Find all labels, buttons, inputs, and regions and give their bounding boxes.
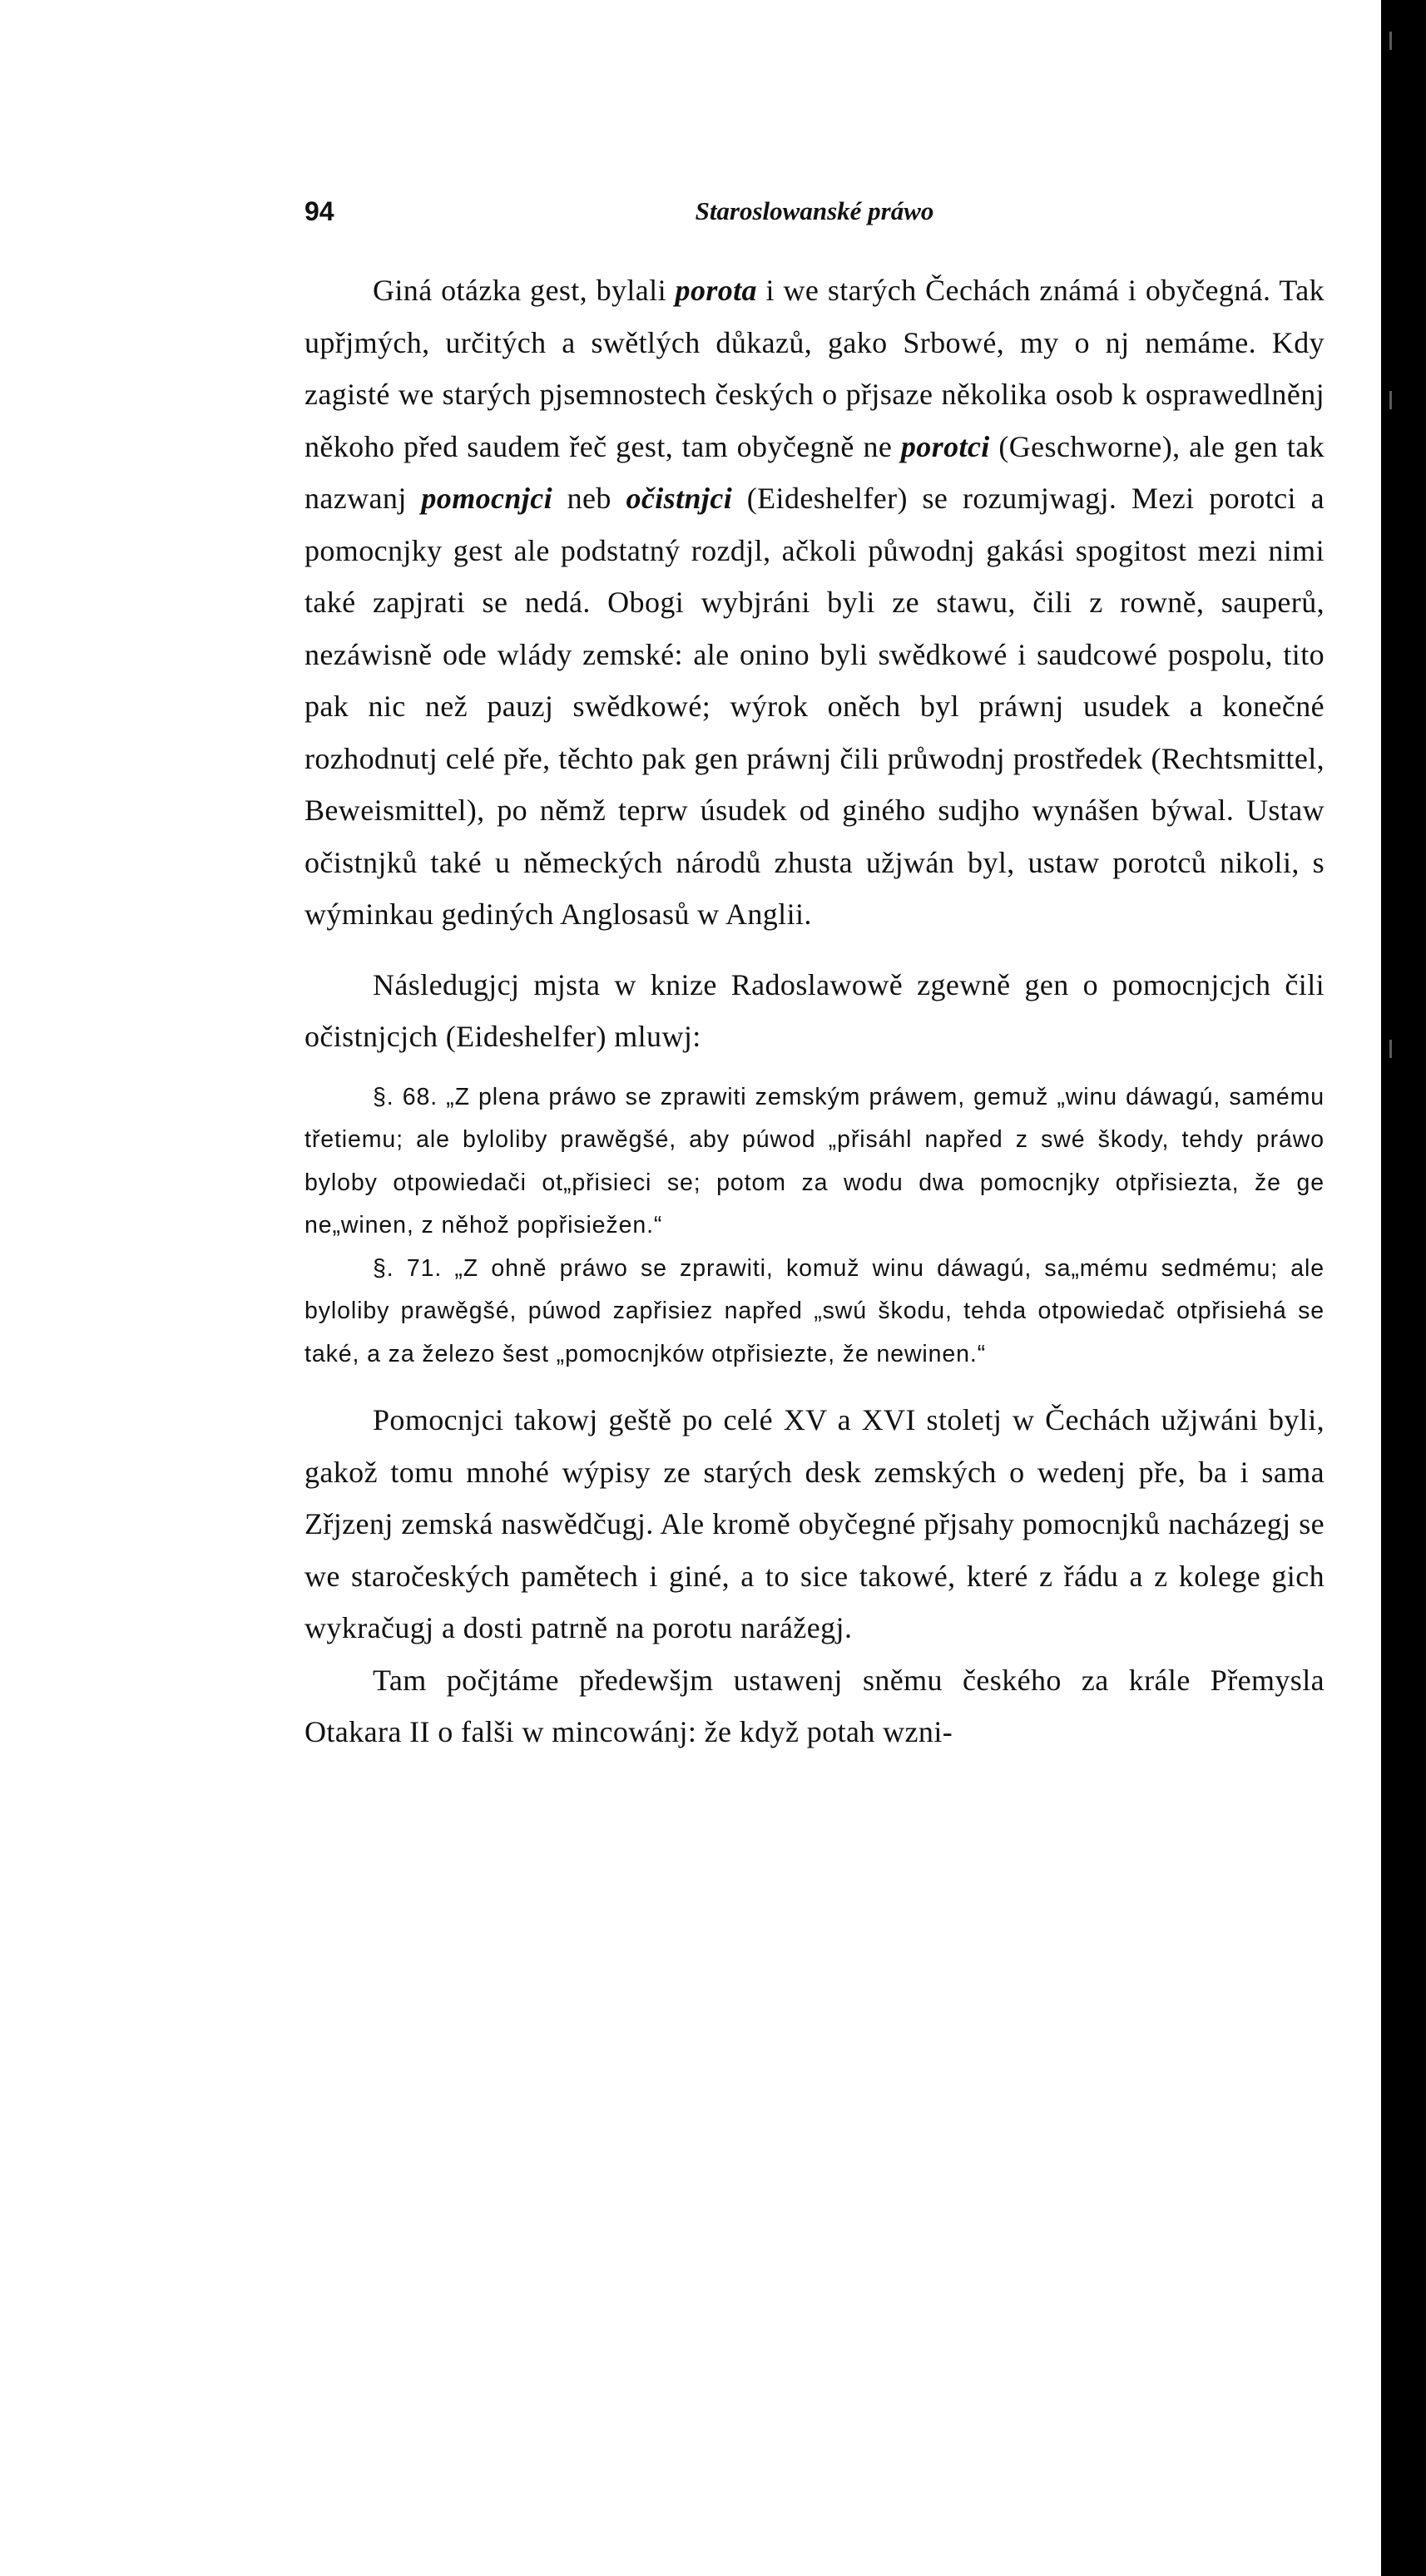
scan-edge-mark bbox=[1389, 1040, 1392, 1058]
text-run: (Geschworne), ale gen tak nazwanj bbox=[305, 429, 1325, 515]
emphasis-porotci: porotci bbox=[900, 429, 990, 463]
paragraph-porota bbox=[305, 265, 1324, 941]
paragraph-intro-quotes: Následugjcj mjsta w knize Radoslawowě zgewně gen o pomocnjcjch čili očistnjcjch (Eideshelfer) mluwj: bbox=[305, 967, 1324, 1053]
scan-edge-mark bbox=[1389, 32, 1392, 50]
quote-paragraph-68: §. 68. „Z plena práwo se zprawiti zemským práwem, gemuž „winu dáwagú, samému třetiemu; ale byloliby prawěgšé, aby púwod „přisáhl napřed z swé škody, tehdy práwo byloby otpowiedači ot„přisieci se; potom za wodu dwa pomocnjky otpřisiezta, že ge ne„winen, z něhož popřisiežen.“ bbox=[305, 1083, 1324, 1239]
text-run: Giná otázka gest, bylali bbox=[373, 274, 676, 307]
emphasis-porota: porota bbox=[675, 274, 757, 307]
page-body bbox=[305, 265, 1324, 1758]
page-header bbox=[305, 196, 1324, 246]
paragraph-pomocnjci: Pomocnjci takowj geště po celé XV a XVI stoletj w Čechách užjwáni byli, gakož tomu mnohé wýpisy ze starých desk zemských o wedenj pře, ba i sama Zřjzenj zemská naswědčugj. Ale kromě obyčegné přjsahy pomocnjků nacházegj se we staročeských pamětech i giné, a to sice takowé, které z řádu a z kolege gich wykračugj a dosti patrně na porotu narážegj. bbox=[305, 1403, 1324, 1644]
paragraph-premysl: Tam počjtáme předewšjm ustawenj sněmu českého za krále Přemysla Otakara II o falši w mincowánj: že když potah wzni- bbox=[305, 1663, 1324, 1748]
running-title: Staroslowanské práwo bbox=[695, 196, 934, 225]
text-run: i we starých Čechách známá i obyčegná. Tak upřjmých, určitých a swětlých důkazů, gako Srbowé, my o nj nemáme. Kdy zagisté we starých pjsemnostech českých o přjsaze několika osob k osprawedlněnj někoho před saudem řeč gest, tam obyčegně ne bbox=[305, 274, 1325, 463]
scan-edge-mark bbox=[1389, 391, 1392, 409]
quote-paragraph-71: §. 71. „Z ohně práwo se zprawiti, komuž winu dáwagú, sa„mému sedmému; ale byloliby prawěgšé, púwod zapřisiez napřed „swú škodu, tehda otpowiedač otpřisiehá se také, a za železo šest „pomocnjków otpřisiezte, že newinen.“ bbox=[305, 1254, 1324, 1367]
text-run: neb bbox=[552, 482, 626, 515]
text-run: (Eideshelfer) se rozumjwagj. Mezi porotci a pomocnjky gest ale podstatný rozdjl, ačkoli půwodnj gakási spogitost mezi nimi také zapjrati se nedá. Obogi wybjráni byli ze stawu, čili z rowně, sauperů, nezáwisně ode wlády zemské: ale onino byli swědkowé i saudcowé pospolu, tito pak nic než pauzj swědkowé; wýrok oněch byl práwnj usudek a konečné rozhodnutj celé pře, těchto pak gen práwnj čili průwodnj prostředek (Rechtsmittel, Beweismittel), po němž teprw úsudek od giného sudjho wynášen býwal. Ustaw očistnjků také u německých národů zhusta užjwán byl, ustaw porotců nikoli, s wýminkau gediných Anglosasů w Anglii. bbox=[305, 482, 1324, 931]
emphasis-pomocnjci: pomocnjci bbox=[421, 482, 552, 515]
emphasis-ocistnjci: očistnjci bbox=[626, 482, 733, 515]
page-number: 94 bbox=[305, 196, 334, 226]
scan-dark-edge bbox=[1381, 0, 1426, 2576]
